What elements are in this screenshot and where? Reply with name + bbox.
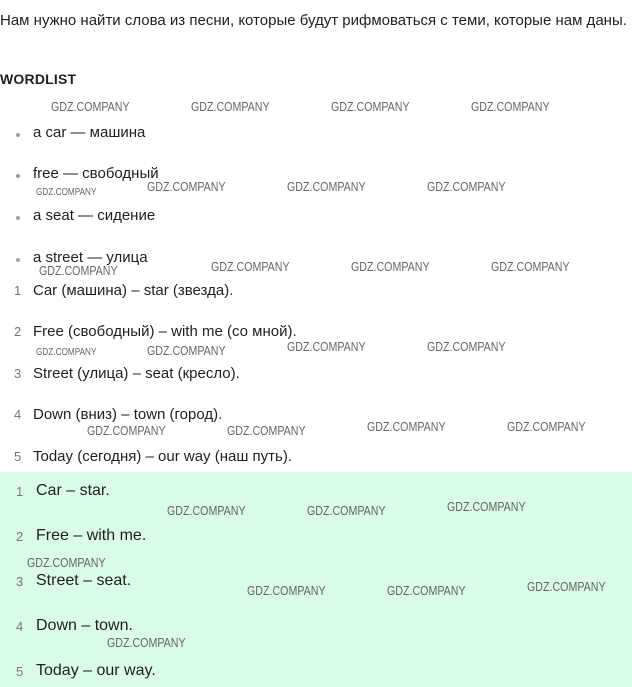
watermark: GDZ.COMPANY [287,179,366,194]
bullet-icon [16,258,20,262]
watermark: GDZ.COMPANY [351,259,430,274]
wordlist-item-text: free — свободный [33,165,159,182]
answer-number: 1 [16,484,24,499]
pair-text: Today (сегодня) – our way (наш путь). [33,448,292,465]
watermark: GDZ.COMPANY [331,99,410,114]
watermark: GDZ.COMPANY [167,503,246,518]
watermark: GDZ.COMPANY [51,99,130,114]
wordlist-item-text: a street — улица [33,249,148,266]
answer-text: Car – star. [36,482,110,499]
answer-number: 4 [16,619,24,634]
watermark: GDZ.COMPANY [427,179,506,194]
pair-text: Street (улица) – seat (кресло). [33,365,240,382]
answer-number: 3 [16,574,24,589]
pair-number: 3 [14,366,22,381]
pair-number: 5 [14,449,22,464]
intro-text: Нам нужно найти слова из песни, которые будут рифмоваться с теми, которые нам даны. [0,12,627,29]
watermark: GDZ.COMPANY [227,423,306,438]
watermark: GDZ.COMPANY [147,179,226,194]
pair-text: Car (машина) – star (звезда). [33,282,234,299]
watermark: GDZ.COMPANY [387,583,466,598]
answer-text: Street – seat. [36,572,132,589]
pair-number: 1 [14,283,22,298]
answer-text: Today – our way. [36,662,156,679]
watermark: GDZ.COMPANY [27,555,106,570]
watermark: GDZ.COMPANY [491,259,570,274]
watermark: GDZ.COMPANY [147,343,226,358]
watermark: GDZ.COMPANY [447,499,526,514]
bullet-icon [16,133,20,137]
watermark: GDZ.COMPANY [191,99,270,114]
watermark: GDZ.COMPANY [427,339,506,354]
watermark: GDZ.COMPANY [107,635,186,650]
wordlist-heading: WORDLIST [0,71,77,87]
pair-text: Free (свободный) – with me (со мной). [33,323,297,340]
watermark: GDZ.COMPANY [87,423,166,438]
answer-text: Down – town. [36,617,133,634]
watermark: GDZ.COMPANY [507,419,586,434]
watermark: GDZ.COMPANY [211,259,290,274]
watermark: GDZ.COMPANY [287,339,366,354]
watermark: GDZ.COMPANY [39,263,118,278]
bullet-icon [16,216,20,220]
pair-text: Down (вниз) – town (город). [33,406,223,423]
pair-number: 2 [14,324,22,339]
pair-number: 4 [14,407,22,422]
wordlist-item-text: a seat — сидение [33,207,156,224]
bullet-icon [16,174,20,178]
answer-number: 2 [16,529,24,544]
watermark: GDZ.COMPANY [471,99,550,114]
watermark: GDZ.COMPANY [367,419,446,434]
answer-number: 5 [16,664,24,679]
watermark: GDZ.COMPANY [36,347,97,358]
answer-text: Free – with me. [36,527,147,544]
watermark: GDZ.COMPANY [307,503,386,518]
wordlist-item-text: a car — машина [33,124,146,141]
watermark: GDZ.COMPANY [527,579,606,594]
watermark: GDZ.COMPANY [36,187,97,198]
watermark: GDZ.COMPANY [247,583,326,598]
